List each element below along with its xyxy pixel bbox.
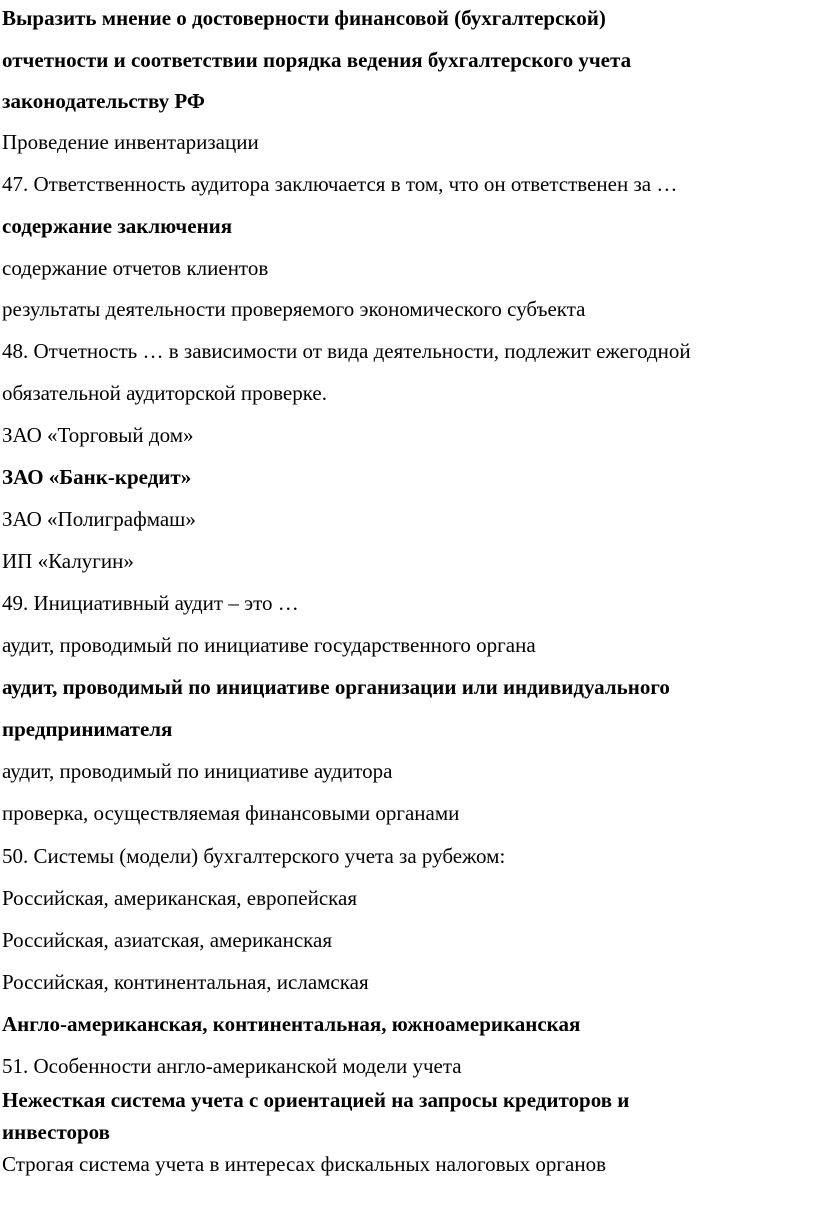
text-line: инвесторов [2, 1120, 110, 1144]
text-line: Проведение инвентаризации [2, 130, 259, 154]
text-line: аудит, проводимый по инициативе аудитора [2, 759, 393, 783]
text-line: ИП «Калугин» [2, 549, 134, 573]
text-line: 51. Особенности англо-американской модели учета [2, 1054, 462, 1078]
text-line: Англо-американская, континентальная, южноамериканская [2, 1012, 581, 1036]
text-line: Выразить мнение о достоверности финансовой (бухгалтерской) [2, 6, 606, 30]
text-line: ЗАО «Банк-кредит» [2, 465, 192, 489]
text-line: Строгая система учета в интересах фискальных налоговых органов [2, 1152, 607, 1176]
text-line: отчетности и соответствии порядка ведения бухгалтерского учета [2, 48, 632, 72]
text-line: содержание отчетов клиентов [2, 256, 269, 280]
text-line: обязательной аудиторской проверке. [2, 381, 327, 405]
text-line: аудит, проводимый по инициативе государственного органа [2, 633, 536, 657]
text-line: содержание заключения [2, 214, 233, 238]
text-line: 49. Инициативный аудит – это … [2, 591, 299, 615]
text-line: законодательству РФ [2, 89, 205, 113]
text-line: Российская, континентальная, исламская [2, 970, 369, 994]
text-line: ЗАО «Торговый дом» [2, 423, 194, 447]
text-line: Нежесткая система учета с ориентацией на запросы кредиторов и [2, 1088, 630, 1112]
text-line: 50. Системы (модели) бухгалтерского учета за рубежом: [2, 844, 506, 868]
text-line: результаты деятельности проверяемого экономического субъекта [2, 297, 586, 321]
text-line: 47. Ответственность аудитора заключается в том, что он ответственен за … [2, 172, 678, 196]
text-line: проверка, осуществляемая финансовыми органами [2, 801, 460, 825]
text-line: Российская, американская, европейская [2, 886, 358, 910]
text-line: Российская, азиатская, американская [2, 928, 333, 952]
text-line: предпринимателя [2, 717, 173, 741]
text-line: 48. Отчетность … в зависимости от вида деятельности, подлежит ежегодной [2, 339, 691, 363]
text-line: аудит, проводимый по инициативе организации или индивидуального [2, 675, 670, 699]
text-line: ЗАО «Полиграфмаш» [2, 507, 196, 531]
